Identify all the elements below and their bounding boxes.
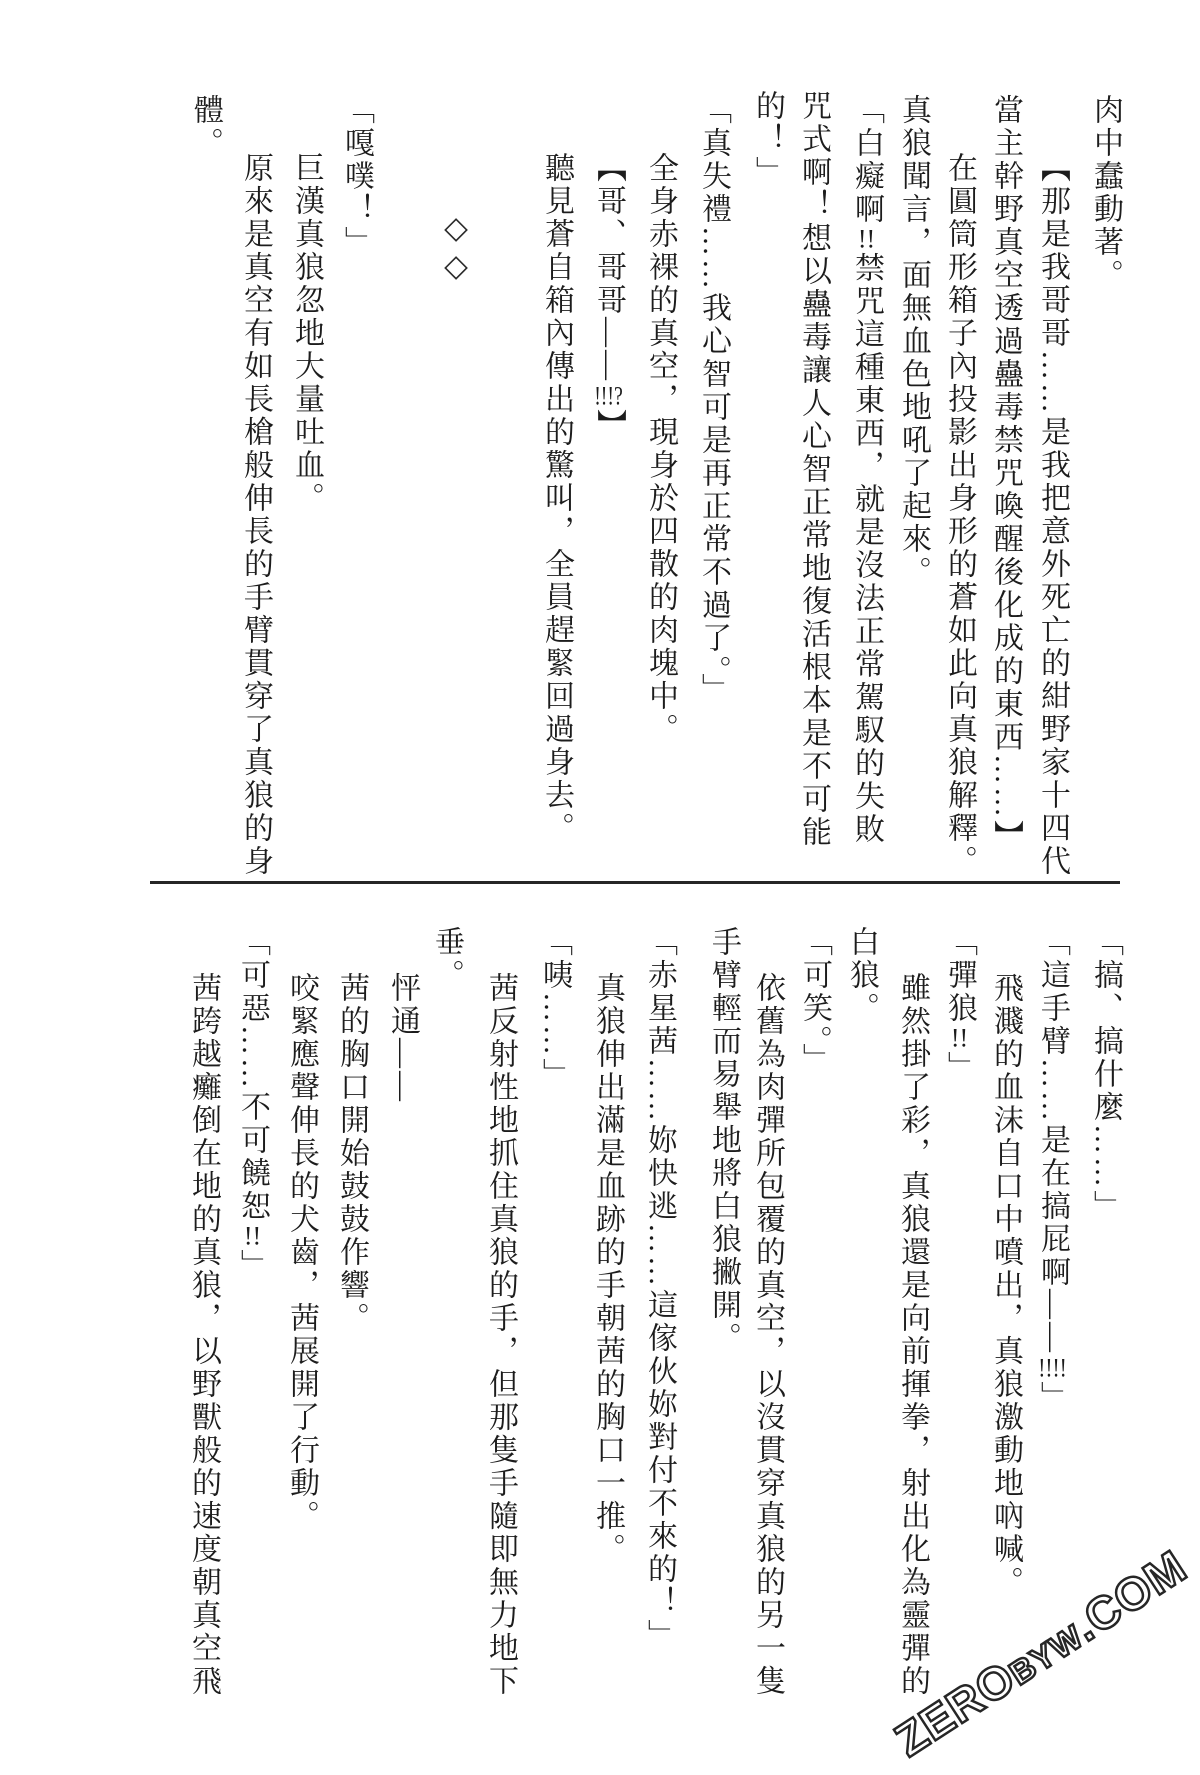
text-column: 肉中蠢動著。 bbox=[1089, 94, 1122, 292]
text-column: 「咦……」 bbox=[538, 926, 571, 1091]
text-column: 咒式啊！想以蠱毒讓人心智正常地復活根本是不可能 bbox=[797, 90, 830, 849]
watermark-text-large: .COM bbox=[1063, 1539, 1196, 1651]
text-column: 手臂輕而易舉地將白狼撇開。 bbox=[707, 926, 740, 1355]
text-run: 「可惡……不可饒恕 bbox=[236, 926, 269, 1223]
scene-break-diamonds: ◇◇ bbox=[439, 210, 474, 286]
watermark-text-large: ZERO bbox=[885, 1650, 1025, 1767]
section-divider-line bbox=[150, 881, 1120, 884]
text-column: 茜的胸口開始鼓鼓作響。 bbox=[335, 972, 368, 1335]
text-run: 】 bbox=[592, 409, 625, 442]
text-column: 全身赤裸的真空，現身於四散的肉塊中。 bbox=[644, 152, 677, 746]
text-column: 原來是真空有如長槍般伸長的手臂貫穿了真狼的身 bbox=[239, 152, 272, 878]
text-column: 垂。 bbox=[430, 926, 463, 992]
text-run: 「這手臂……是在搞屁啊—— bbox=[1036, 926, 1069, 1355]
text-column: 「赤星茜……妳快逃……這傢伙妳對付不來的！」 bbox=[643, 926, 676, 1652]
text-column: 當主幹野真空透過蠱毒禁咒喚醒後化成的東西……】 bbox=[989, 94, 1022, 853]
text-run: 」 bbox=[1036, 1381, 1069, 1414]
text-run: 」 bbox=[943, 1051, 976, 1084]
text-column bbox=[934, 926, 984, 1084]
text-column: 「可笑。」 bbox=[798, 926, 831, 1076]
text-column bbox=[583, 152, 633, 442]
exclamation-cluster: !!!! bbox=[1038, 1355, 1067, 1381]
exclamation-cluster: !! bbox=[950, 1025, 969, 1051]
text-column: 「真失禮……我心智可是再正常不過了。」 bbox=[697, 94, 730, 706]
text-column: 巨漢真狼忽地大量吐血。 bbox=[290, 152, 323, 515]
text-column bbox=[841, 94, 891, 846]
exclamation-cluster: !! bbox=[243, 1223, 262, 1249]
text-column bbox=[1027, 926, 1077, 1414]
exclamation-cluster: !! bbox=[857, 226, 876, 252]
exclamation-cluster: !!!? bbox=[594, 383, 623, 409]
text-run: 禁咒這種東西，就是沒法正常駕馭的失敗 bbox=[850, 252, 883, 846]
text-column: 的！」 bbox=[751, 90, 784, 189]
text-column: 聽見蒼自箱內傳出的驚叫，全員趕緊回過身去。 bbox=[540, 152, 573, 845]
text-column: 咬緊應聲伸長的犬齒，茜展開了行動。 bbox=[285, 972, 318, 1533]
text-column: 在圓筒形箱子內投影出身形的蒼如此向真狼解釋。 bbox=[943, 152, 976, 878]
text-column: 茜反射性地抓住真狼的手，但那隻手隨即無力地下 bbox=[484, 972, 517, 1698]
text-column: 「搞、搞什麼……」 bbox=[1089, 926, 1122, 1223]
text-column: 真狼伸出滿是血跡的手朝茜的胸口一推。 bbox=[591, 972, 624, 1566]
watermark-text-small: BYW bbox=[1002, 1617, 1090, 1693]
text-run: 」 bbox=[236, 1249, 269, 1282]
text-column: 白狼。 bbox=[845, 926, 878, 1025]
text-column: 「嘎噗！」 bbox=[340, 94, 373, 259]
text-column: 茜跨越癱倒在地的真狼，以野獸般的速度朝真空飛 bbox=[187, 972, 220, 1698]
text-run: 「彈狼 bbox=[943, 926, 976, 1025]
text-column: 體。 bbox=[189, 94, 222, 160]
text-run: 【哥、哥哥—— bbox=[592, 152, 625, 383]
text-column: 怦通—— bbox=[386, 972, 419, 1104]
text-run: 「白癡啊 bbox=[850, 94, 883, 226]
text-column: 真狼聞言，面無血色地吼了起來。 bbox=[897, 94, 930, 589]
text-column bbox=[227, 926, 277, 1282]
text-column: 飛濺的血沫自口中噴出，真狼激動地吶喊。 bbox=[989, 972, 1022, 1599]
text-column: 雖然掛了彩，真狼還是向前揮拳，射出化為靈彈的 bbox=[896, 972, 929, 1698]
text-column: 依舊為肉彈所包覆的真空，以沒貫穿真狼的另一隻 bbox=[751, 972, 784, 1698]
text-column: 【那是我哥哥……是我把意外死亡的紺野家十四代 bbox=[1036, 152, 1069, 878]
